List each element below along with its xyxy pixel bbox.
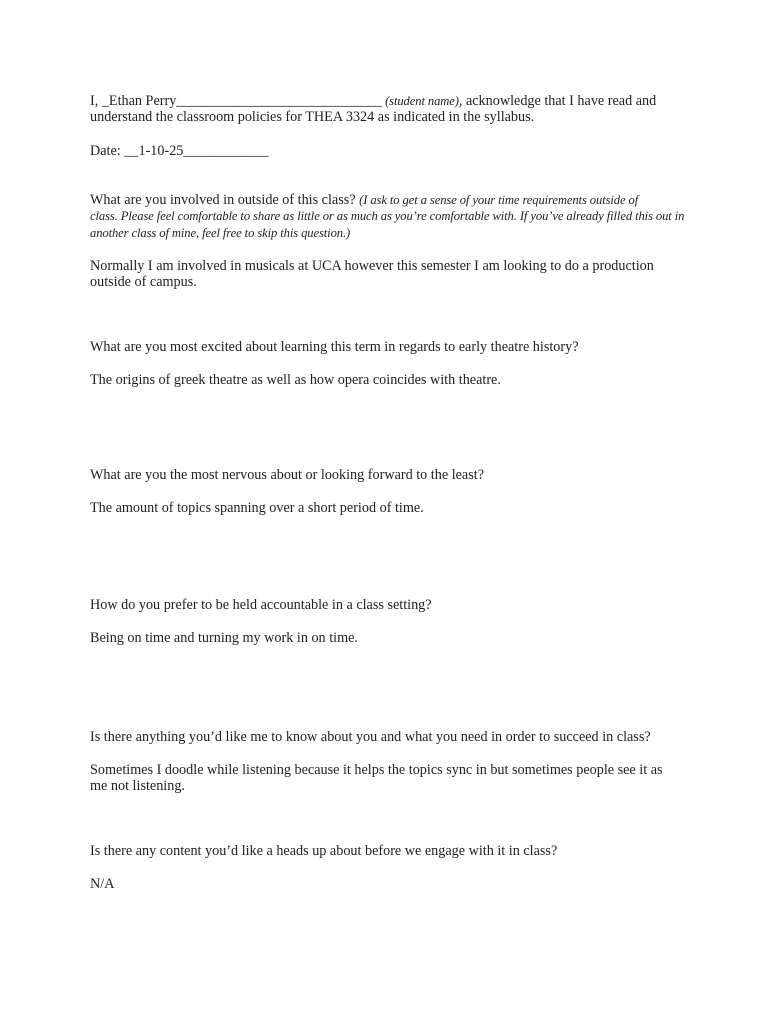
- answer-1-line-1: Normally I am involved in musicals at UCA however this semester I am looking to do a production: [90, 258, 654, 274]
- answer-1-line-2: outside of campus.: [90, 274, 197, 290]
- student-name-field: _Ethan Perry_____________________________: [101, 93, 383, 109]
- question-6: Is there any content you’d like a heads up about before we engage with it in class?: [90, 843, 558, 859]
- acknowledgement-line-1: [90, 93, 690, 109]
- question-3: What are you the most nervous about or looking forward to the least?: [90, 467, 484, 483]
- question-5: Is there anything you’d like me to know about you and what you need in order to succeed in class?: [90, 729, 651, 745]
- acknowledgement-line-2: understand the classroom policies for THEA 3324 as indicated in the syllabus.: [90, 109, 535, 125]
- student-name-hint: (student name): [382, 94, 459, 108]
- answer-2: The origins of greek theatre as well as how opera coincides with theatre.: [90, 372, 501, 388]
- date-line: [90, 143, 690, 159]
- question-4: How do you prefer to be held accountable in a class setting?: [90, 597, 432, 613]
- date-label: Date:: [90, 143, 125, 159]
- date-value: __1-10-25____________: [124, 143, 269, 159]
- acknowledgement-text-end: , acknowledge that I have read and: [458, 93, 657, 109]
- answer-4: Being on time and turning my work in on time.: [90, 630, 358, 646]
- answer-3: The amount of topics spanning over a short period of time.: [90, 500, 424, 516]
- answer-6: N/A: [90, 876, 115, 892]
- acknowledgement-prefix: I,: [90, 93, 102, 109]
- question-1-note-3: another class of mine, feel free to skip this question.): [90, 226, 351, 240]
- question-1-text: What are you involved in outside of this class?: [90, 192, 360, 208]
- question-1: [90, 192, 690, 208]
- question-1-note-2: class. Please feel comfortable to share as little or as much as you’re comfortable with. If you’ve already filled this out in: [90, 209, 685, 223]
- answer-5-line-2: me not listening.: [90, 778, 185, 794]
- question-2: What are you most excited about learning this term in regards to early theatre history?: [90, 339, 579, 355]
- question-1-note-1: (I ask to get a sense of your time requirements outside of: [359, 193, 639, 207]
- answer-5-line-1: Sometimes I doodle while listening because it helps the topics sync in but sometimes people see it as: [90, 762, 663, 778]
